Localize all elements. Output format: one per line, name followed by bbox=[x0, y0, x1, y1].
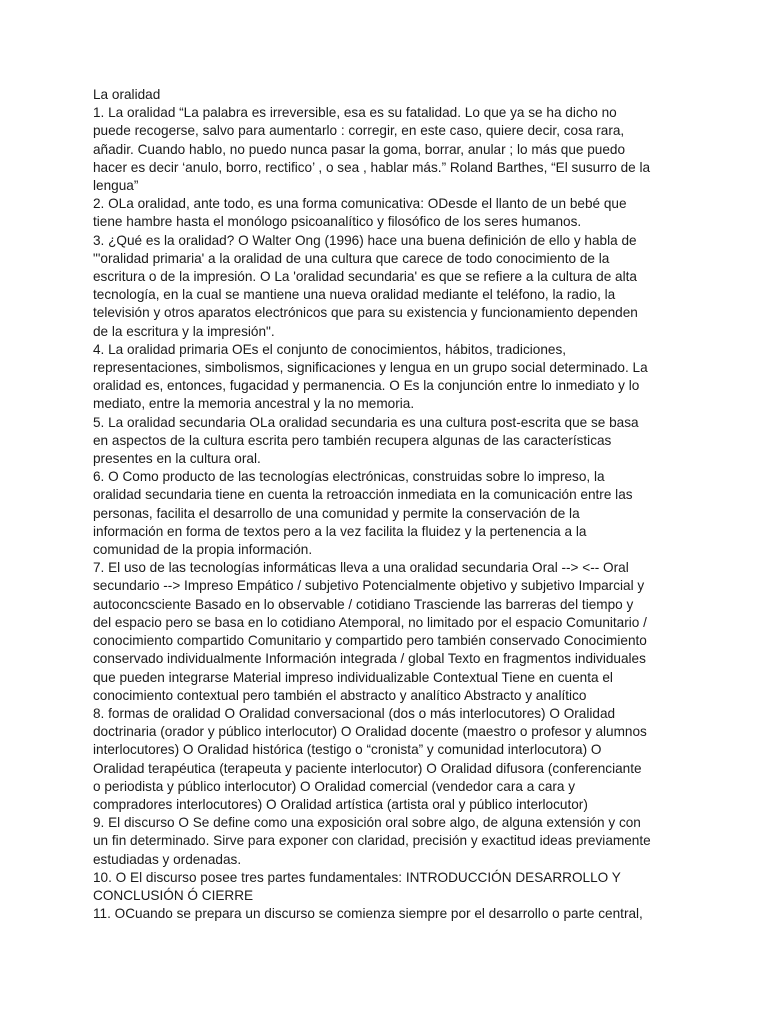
paragraph-11: 11. OCuando se prepara un discurso se comienza siempre por el desarrollo o parte central, bbox=[93, 906, 643, 922]
paragraph-6: 6. O Como producto de las tecnologías electrónicas, construidas sobre lo impreso, la oralidad secundaria tiene en cuenta la retroacción inmediata en la comunicación entre las personas, facilita el desarrollo de una comunidad y permite la conservación de la información en forma de textos pero a la vez facilita la fluidez y la pertenencia a la comunidad de la propia información. bbox=[93, 469, 633, 558]
paragraph-5: 5. La oralidad secundaria OLa oralidad secundaria es una cultura post-escrita que se basa en aspectos de la cultura escrita pero también recupera algunas de las características presentes en la cultura oral. bbox=[93, 414, 639, 467]
paragraph-9: 9. El discurso O Se define como una exposición oral sobre algo, de alguna extensión y con un fin determinado. Sirve para exponer con claridad, precisión y exactitud ideas previamente estudiadas y ordenadas. bbox=[93, 815, 651, 867]
paragraph-4: 4. La oralidad primaria OEs el conjunto de conocimientos, hábitos, tradiciones, representaciones, simbolismos, significaciones y lengua en un grupo social determinado. La oralidad es, entonces, fugacidad y permanencia. O Es la conjunción entre lo inmediato y lo mediato, entre la memoria ancestral y la no memoria. bbox=[93, 341, 648, 412]
paragraph-7: 7. El uso de las tecnologías informáticas lleva a una oralidad secundaria Oral --> <-- Oral secundario --> Impreso Empático / subjetivo Potencialmente objetivo y subjetivo Imparcial y autoconcsciente Basado en lo observable / cotidiano Trasciende las barreras del tiempo y del espacio pero se basa en lo cotidiano Atemporal, no limitado por el espacio Comunitario / conocimiento compartido Comunitario y compartido pero también conservado Conocimiento conservado individualmente Información integrada / global Texto en fragmentos individuales que pueden integrarse Material impreso individualizable Contextual Tiene en cuenta el conocimiento contextual pero también el abstracto y analítico Abstracto y analítico bbox=[93, 560, 647, 703]
paragraph-8: 8. formas de oralidad O Oralidad conversacional (dos o más interlocutores) O Oralidad doctrinaria (orador y público interlocutor) O Oralidad docente (maestro o profesor y alumnos interlocutores) O Oralidad histórica (testigo o “cronista” y comunidad interlocutora) O Oralidad terapéutica (terapeuta y paciente interlocutor) O Oralidad difusora (conferenciante o periodista y público interlocutor) O Oralidad comercial (vendedor cara a cara y compradores interlocutores) O Oralidad artística (artista oral y público interlocutor) bbox=[93, 705, 647, 812]
paragraph-3: 3. ¿Qué es la oralidad? O Walter Ong (1996) hace una buena definición de ello y habla de "'oralidad primaria' a la oralidad de una cultura que carece de todo conocimiento de la escritura o de la impresión. O La 'oralidad secundaria' es que se refiere a la cultura de alta tecnología, en la cual se mantiene una nueva oralidad mediante el teléfono, la radio, la televisión y otros aparatos electrónicos que para su existencia y funcionamiento dependen de la escritura y la impresión". bbox=[93, 232, 638, 339]
paragraph-10: 10. O El discurso posee tres partes fundamentales: INTRODUCCIÓN DESARROLLO Y CONCLUSIÓN Ó CIERRE bbox=[93, 869, 621, 903]
paragraph-2: 2. OLa oralidad, ante todo, es una forma comunicativa: ODesde el llanto de un bebé que tiene hambre hasta el monólogo psicoanalítico y filosófico de los seres humanos. bbox=[93, 196, 627, 230]
document-body bbox=[93, 86, 683, 923]
paragraph-1: 1. La oralidad “La palabra es irreversible, esa es su fatalidad. Lo que ya se ha dicho no puede recogerse, salvo para aumentarlo : corregir, en este caso, quiere decir, cosa rara, añadir. Cuando hablo, no puedo nunca pasar la goma, borrar, anular ; lo más que puedo hacer es decir ‘anulo, borro, rectifico’ , o sea , hablar más.” Roland Barthes, “El susurro de la lengua” bbox=[93, 105, 651, 194]
document-title: La oralidad bbox=[93, 87, 161, 102]
